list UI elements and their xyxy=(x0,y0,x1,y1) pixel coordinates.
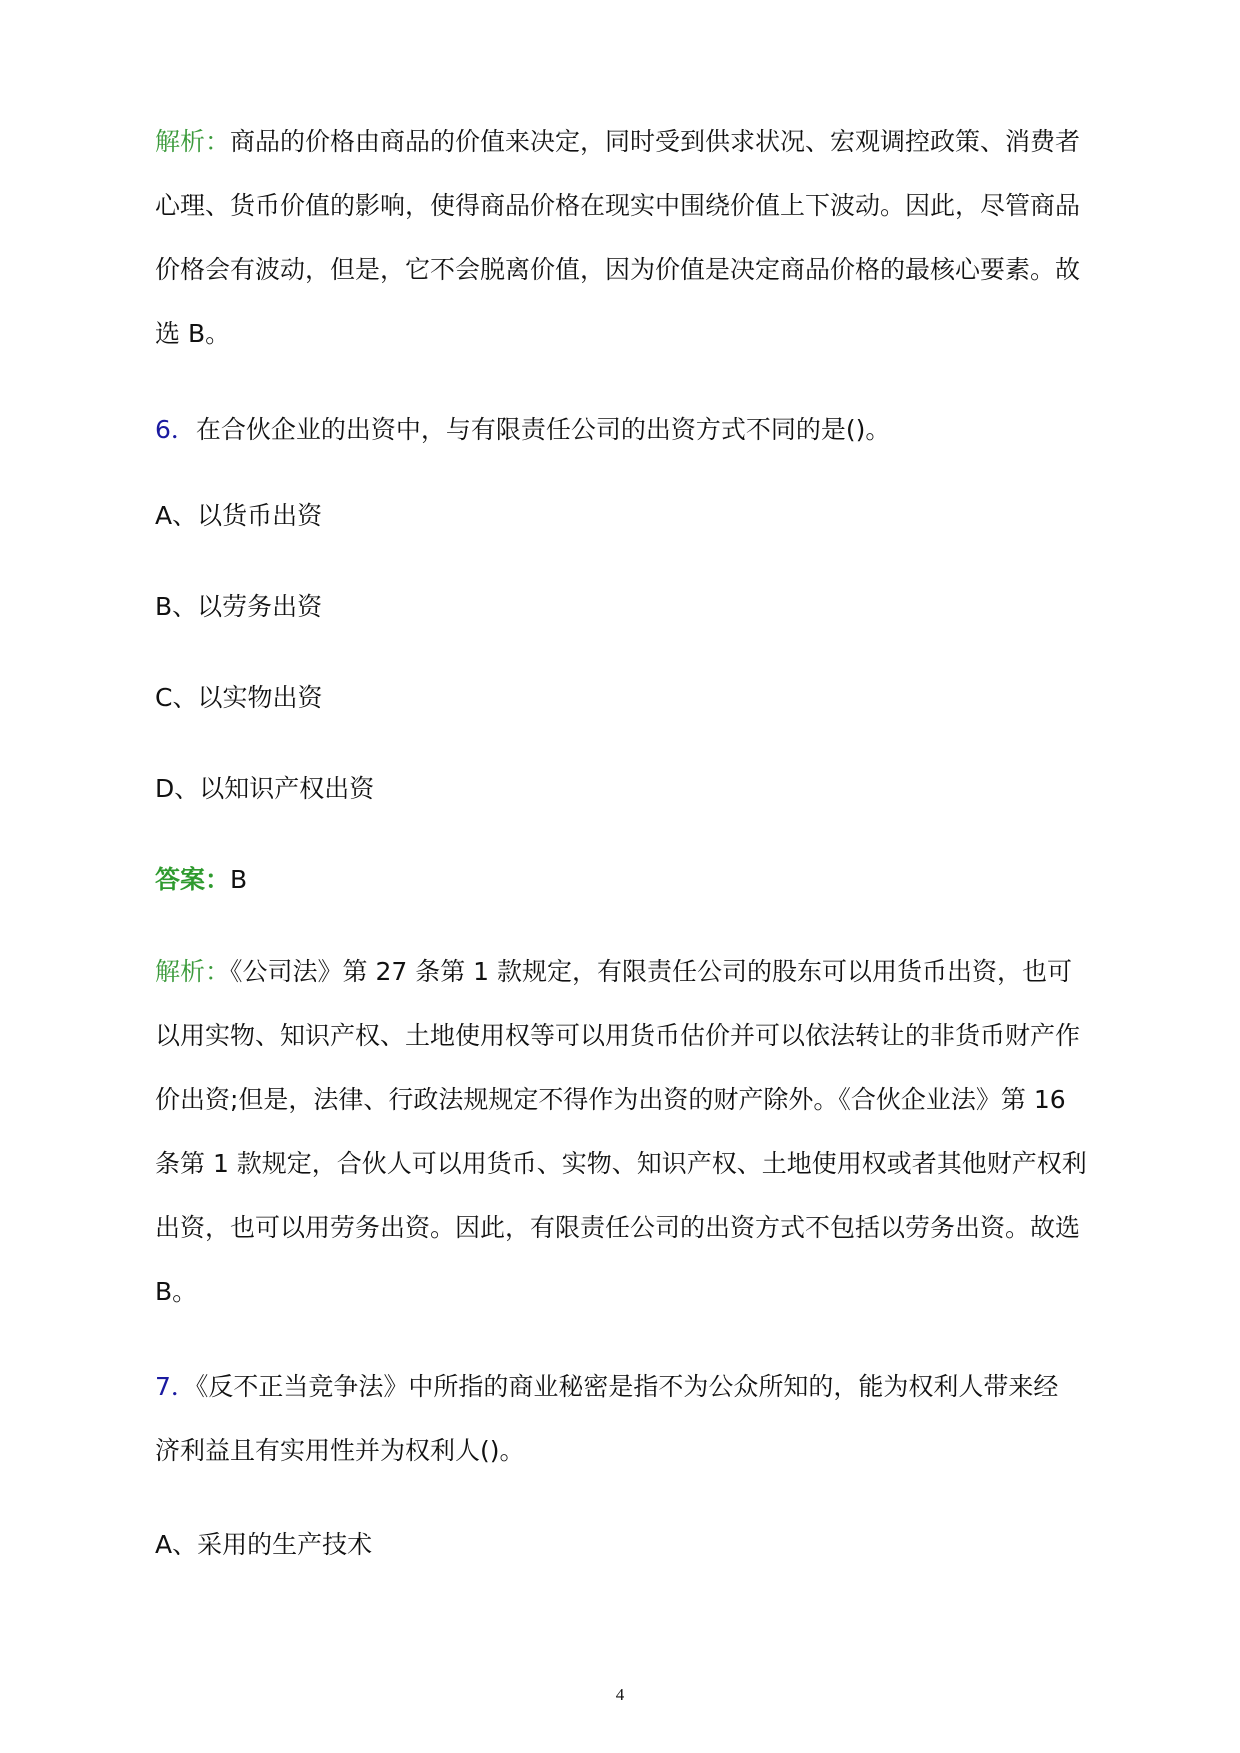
question-6-option-d: D、以知识产权出资 xyxy=(155,774,375,803)
analysis-line: 选 B。 xyxy=(155,319,231,348)
analysis-line: 价格会有波动，但是，它不会脱离价值，因为价值是决定商品价格的最核心要素。故 xyxy=(155,255,1081,284)
question-separator: ． xyxy=(170,1372,196,1401)
question-6-answer xyxy=(155,852,1085,908)
analysis-text: 《公司法》第 27 条第 1 款规定，有限责任公司的股东可以用货币出资，也可 xyxy=(230,957,1073,986)
analysis-block-q5 xyxy=(155,110,1085,366)
analysis-line xyxy=(155,940,1085,1004)
analysis-text: 商品的价格由商品的价值来决定，同时受到供求状况、宏观调控政策、消费者 xyxy=(230,127,1081,156)
analysis-label: 解析： xyxy=(155,957,231,986)
analysis-label: 解析： xyxy=(155,127,231,156)
analysis-line: 以用实物、知识产权、土地使用权等可以用货币估价并可以依法转让的非货币财产作 xyxy=(155,1021,1081,1050)
question-6-stem xyxy=(155,398,1085,462)
answer-label: 答案： xyxy=(155,865,231,894)
analysis-line: 条第 1 款规定，合伙人可以用货币、实物、知识产权、土地使用权或者其他财产权利 xyxy=(155,1149,1087,1178)
analysis-line: 心理、货币价值的影响，使得商品价格在现实中围绕价值上下波动。因此，尽管商品 xyxy=(155,191,1081,220)
question-text: 在合伙企业的出资中，与有限责任公司的出资方式不同的是()。 xyxy=(195,415,891,444)
question-line xyxy=(155,1355,1085,1419)
answer-value: B xyxy=(230,865,248,894)
question-6-option-a: A、以货币出资 xyxy=(155,501,323,530)
question-separator: ． xyxy=(170,415,196,444)
question-line: 济利益且有实用性并为权利人()。 xyxy=(155,1436,525,1465)
question-7-option-a: A、采用的生产技术 xyxy=(155,1530,373,1559)
question-6-option-c: C、以实物出资 xyxy=(155,683,323,712)
page-number: 4 xyxy=(615,1685,625,1704)
analysis-line: 出资，也可以用劳务出资。因此，有限责任公司的出资方式不包括以劳务出资。故选 xyxy=(155,1213,1081,1242)
analysis-line xyxy=(155,110,1085,174)
analysis-line: 价出资;但是，法律、行政法规规定不得作为出资的财产除外。《合伙企业法》第 16 xyxy=(155,1085,1066,1114)
question-number: 7 xyxy=(155,1372,171,1401)
question-6-option-b: B、以劳务出资 xyxy=(155,592,323,621)
question-number: 6 xyxy=(155,415,171,444)
question-7-stem xyxy=(155,1355,1085,1483)
analysis-block-q6 xyxy=(155,940,1085,1324)
analysis-line: B。 xyxy=(155,1277,198,1306)
question-text: 《反不正当竞争法》中所指的商业秘密是指不为公众所知的，能为权利人带来经 xyxy=(195,1372,1059,1401)
